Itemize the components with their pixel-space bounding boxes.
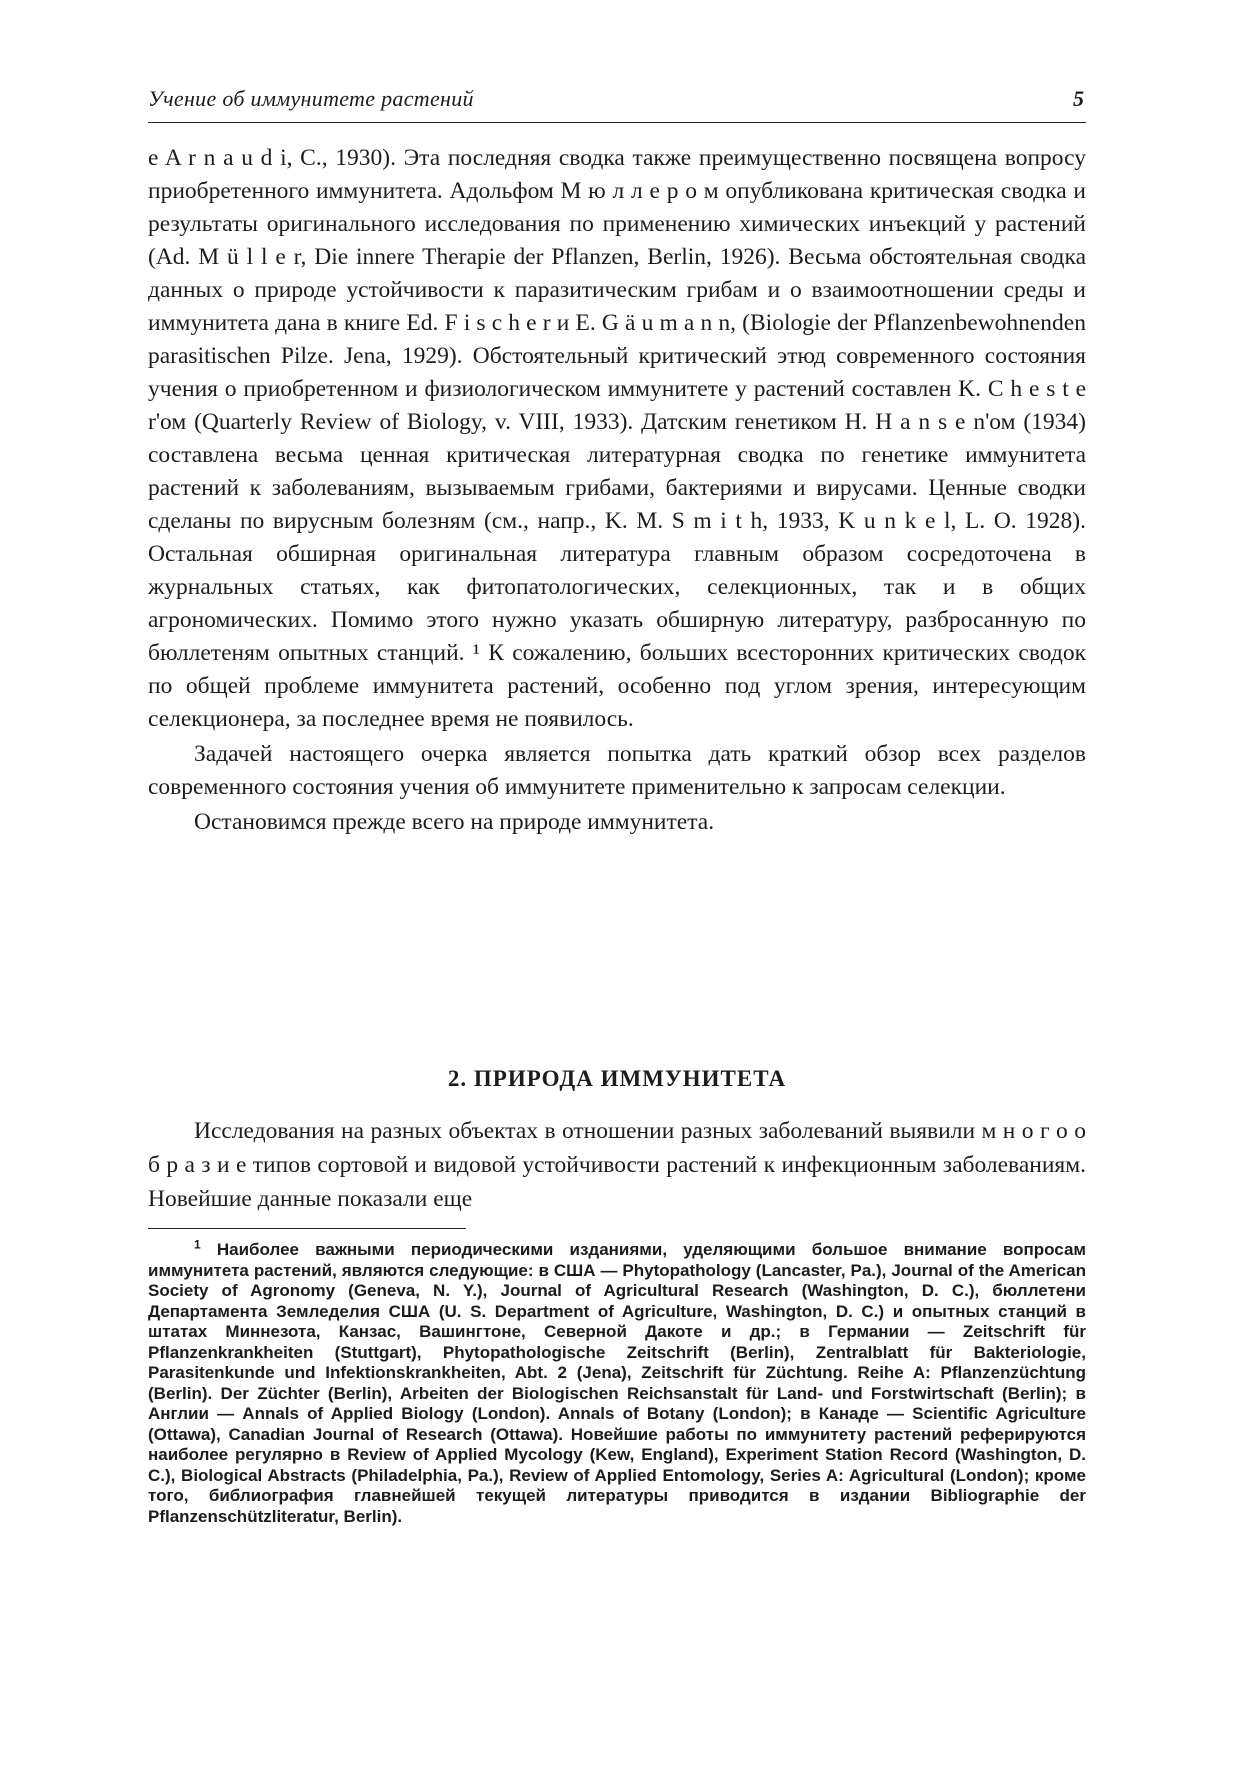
running-header [148, 86, 1086, 123]
footnote-marker: 1 [194, 1237, 201, 1252]
paragraph: Задачей настоящего очерка является попытка дать краткий обзор всех разделов современного состояния учения об иммунитете применительно к запросам селекции. [148, 741, 1086, 800]
footnote-divider [148, 1228, 466, 1229]
paragraph: e A r n a u d i, C., 1930). Эта последняя сводка также преимущественно посвящена вопросу приобретенного иммунитета. Адольфом М ю л л е р о м опубликована критическая сводка и результаты оригинального исследования по применению химических инъекций у растений (Ad. M ü l l e r, Die innere Therapie der Pflanzen, Berlin, 1926). Весьма обстоятельная сводка данных о природе устойчивости к паразитическим грибам и о взаимоотношении среды и иммунитета дана в книге Ed. F i s c h e r и E. G ä u m a n n, (Biologie der Pflanzenbewohnenden parasitischen Pilze. Jena, 1929). Обстоятельный критический этюд современного состояния учения о приобретенном и физиологическом иммунитете у растений составлен K. C h e s t e r'ом (Quarterly Review of Biology, v. VIII, 1933). Датским генетиком H. H a n s e n'ом (1934) составлена весьма ценная критическая литературная сводка по генетике иммунитета растений к заболеваниям, вызываемым грибами, бактериями и вирусами. Ценные сводки сделаны по вирусным болезням (см., напр., K. M. S m i t h, 1933, K u n k e l, L. O. 1928). Остальная обширная оригинальная литература главным образом сосредоточена в журнальных статьях, как фитопатологических, селекционных, так и в общих агрономических. Помимо этого нужно указать обширную литературу, разбросанную по бюллетеням опытных станций. ¹ К сожалению, больших всесторонних критических сводок по общей проблеме иммунитета растений, особенно под углом зрения, интересующим селекционера, за последнее время не появилось. [148, 145, 1086, 732]
section-text [148, 1114, 1086, 1216]
footnote [148, 1237, 1086, 1527]
body-text [148, 142, 1086, 839]
footnote-text: Наиболее важными периодическими изданиями, уделяющими большое внимание вопросам иммунитета растений, являются следующие: в США — Phytopathology (Lancaster, Pa.), Journal of the American Society of Agronomy (Geneva, N. Y.), Journal of Agricultural Research (Washington, D. C.), бюллетени Департамента Земледелия США (U. S. Department of Agriculture, Washington, D. C.) и опытных станций в штатах Миннезота, Канзас, Вашингтоне, Северной Дакоте и др.; в Германии — Zeitschrift für Pflanzenkrankheiten (Stuttgart), Phytopathologische Zeitschrift (Berlin), Zentralblatt für Bakteriologie, Parasitenkunde und Infektionskrankheiten, Abt. 2 (Jena), Zeitschrift für Züchtung. Reihe A: Pflanzenzüchtung (Berlin). Der Züchter (Berlin), Arbeiten der Biologischen Reichsanstalt für Land- und Forstwirtschaft (Berlin); в Англии — Annals of Applied Biology (London). Annals of Botany (London); в Канаде — Scientific Agriculture (Ottawa), Canadian Journal of Research (Ottawa). Новейшие работы по иммунитету растений реферируются наиболее регулярно в Review of Applied Mycology (Kew, England), Experiment Station Record (Washington, D. C.), Biological Abstracts (Philadelphia, Pa.), Review of Applied Entomology, Series A: Agricultural (London); кроме того, библиография главнейшей текущей литературы приводится в издании Bibliographie der Pflanzenschützliteratur, Berlin). [148, 1240, 1086, 1526]
paragraph: Исследования на разных объектах в отношении разных заболеваний выявили м н о г о о б р а з и е типов сортовой и видовой устойчивости растений к инфекционным заболеваниям. Новейшие данные показали еще [148, 1118, 1086, 1212]
section-heading: 2. ПРИРОДА ИММУНИТЕТА [447, 1066, 787, 1091]
running-title: Учение об иммунитете растений [148, 86, 474, 111]
paragraph: Остановимся прежде всего на природе иммунитета. [194, 809, 715, 835]
page-number: 5 [1073, 86, 1084, 111]
